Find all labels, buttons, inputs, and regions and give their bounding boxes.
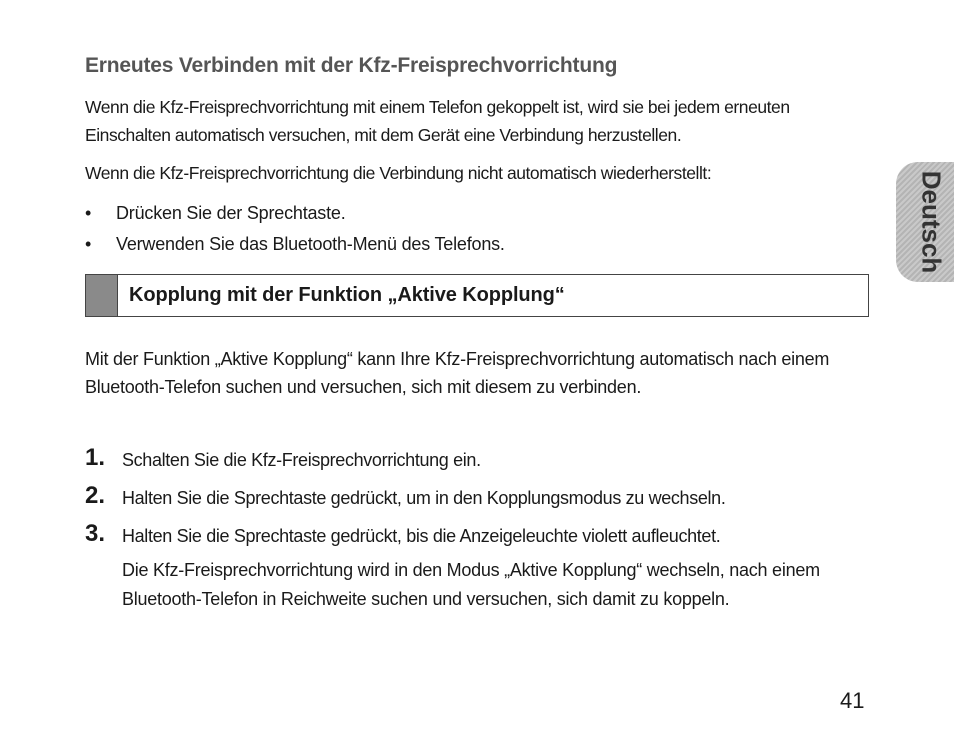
step-number: 1. [85, 444, 106, 471]
section-title: Kopplung mit der Funktion „Aktive Kopplung“ [129, 284, 565, 306]
step-text: Schalten Sie die Kfz-Freisprechvorrichtung ein. [122, 450, 481, 470]
bullet-text: Drücken Sie der Sprechtaste. [116, 203, 346, 223]
bullet-text: Verwenden Sie das Bluetooth-Menü des Telefons. [116, 234, 505, 254]
bullet-icon: • [85, 234, 92, 254]
step-text: Halten Sie die Sprechtaste gedrückt, um in den Kopplungsmodus zu wechseln. [122, 488, 726, 508]
section-paragraph: Mit der Funktion „Aktive Kopplung“ kann Ihre Kfz-Freisprechvorrichtung automatisch nach einem Bluetooth-Telefon suchen und versuchen, sich mit diesem zu verbinden. [85, 349, 830, 397]
bullet-list [85, 199, 875, 261]
language-tab [896, 162, 954, 282]
section-title-box [85, 274, 869, 317]
language-tab-label: Deutsch [916, 170, 947, 274]
list-item [85, 199, 875, 230]
step-number: 3. [85, 520, 106, 547]
step-3-note: Die Kfz-Freisprechvorrichtung wird in den Modus „Aktive Kopplung“ wechseln, nach einem Bluetooth-Telefon in Reichweite suchen und versuchen, sich damit zu koppeln. [122, 560, 820, 609]
section-marker [86, 275, 118, 316]
list-item [85, 230, 875, 261]
step-number: 2. [85, 482, 106, 509]
page-number: 41 [840, 688, 865, 713]
step-text: Halten Sie die Sprechtaste gedrückt, bis die Anzeigeleuchte violett aufleuchtet. [122, 526, 721, 546]
bullet-icon: • [85, 203, 92, 223]
section-heading: Erneutes Verbinden mit der Kfz-Freisprechvorrichtung [85, 54, 618, 77]
condition-paragraph: Wenn die Kfz-Freisprechvorrichtung die Verbindung nicht automatisch wiederherstellt: [85, 163, 712, 183]
intro-paragraph: Wenn die Kfz-Freisprechvorrichtung mit einem Telefon gekoppelt ist, wird sie bei jedem erneuten Einschalten automatisch versuchen, mit dem Gerät eine Verbindung herzustellen. [85, 97, 790, 145]
